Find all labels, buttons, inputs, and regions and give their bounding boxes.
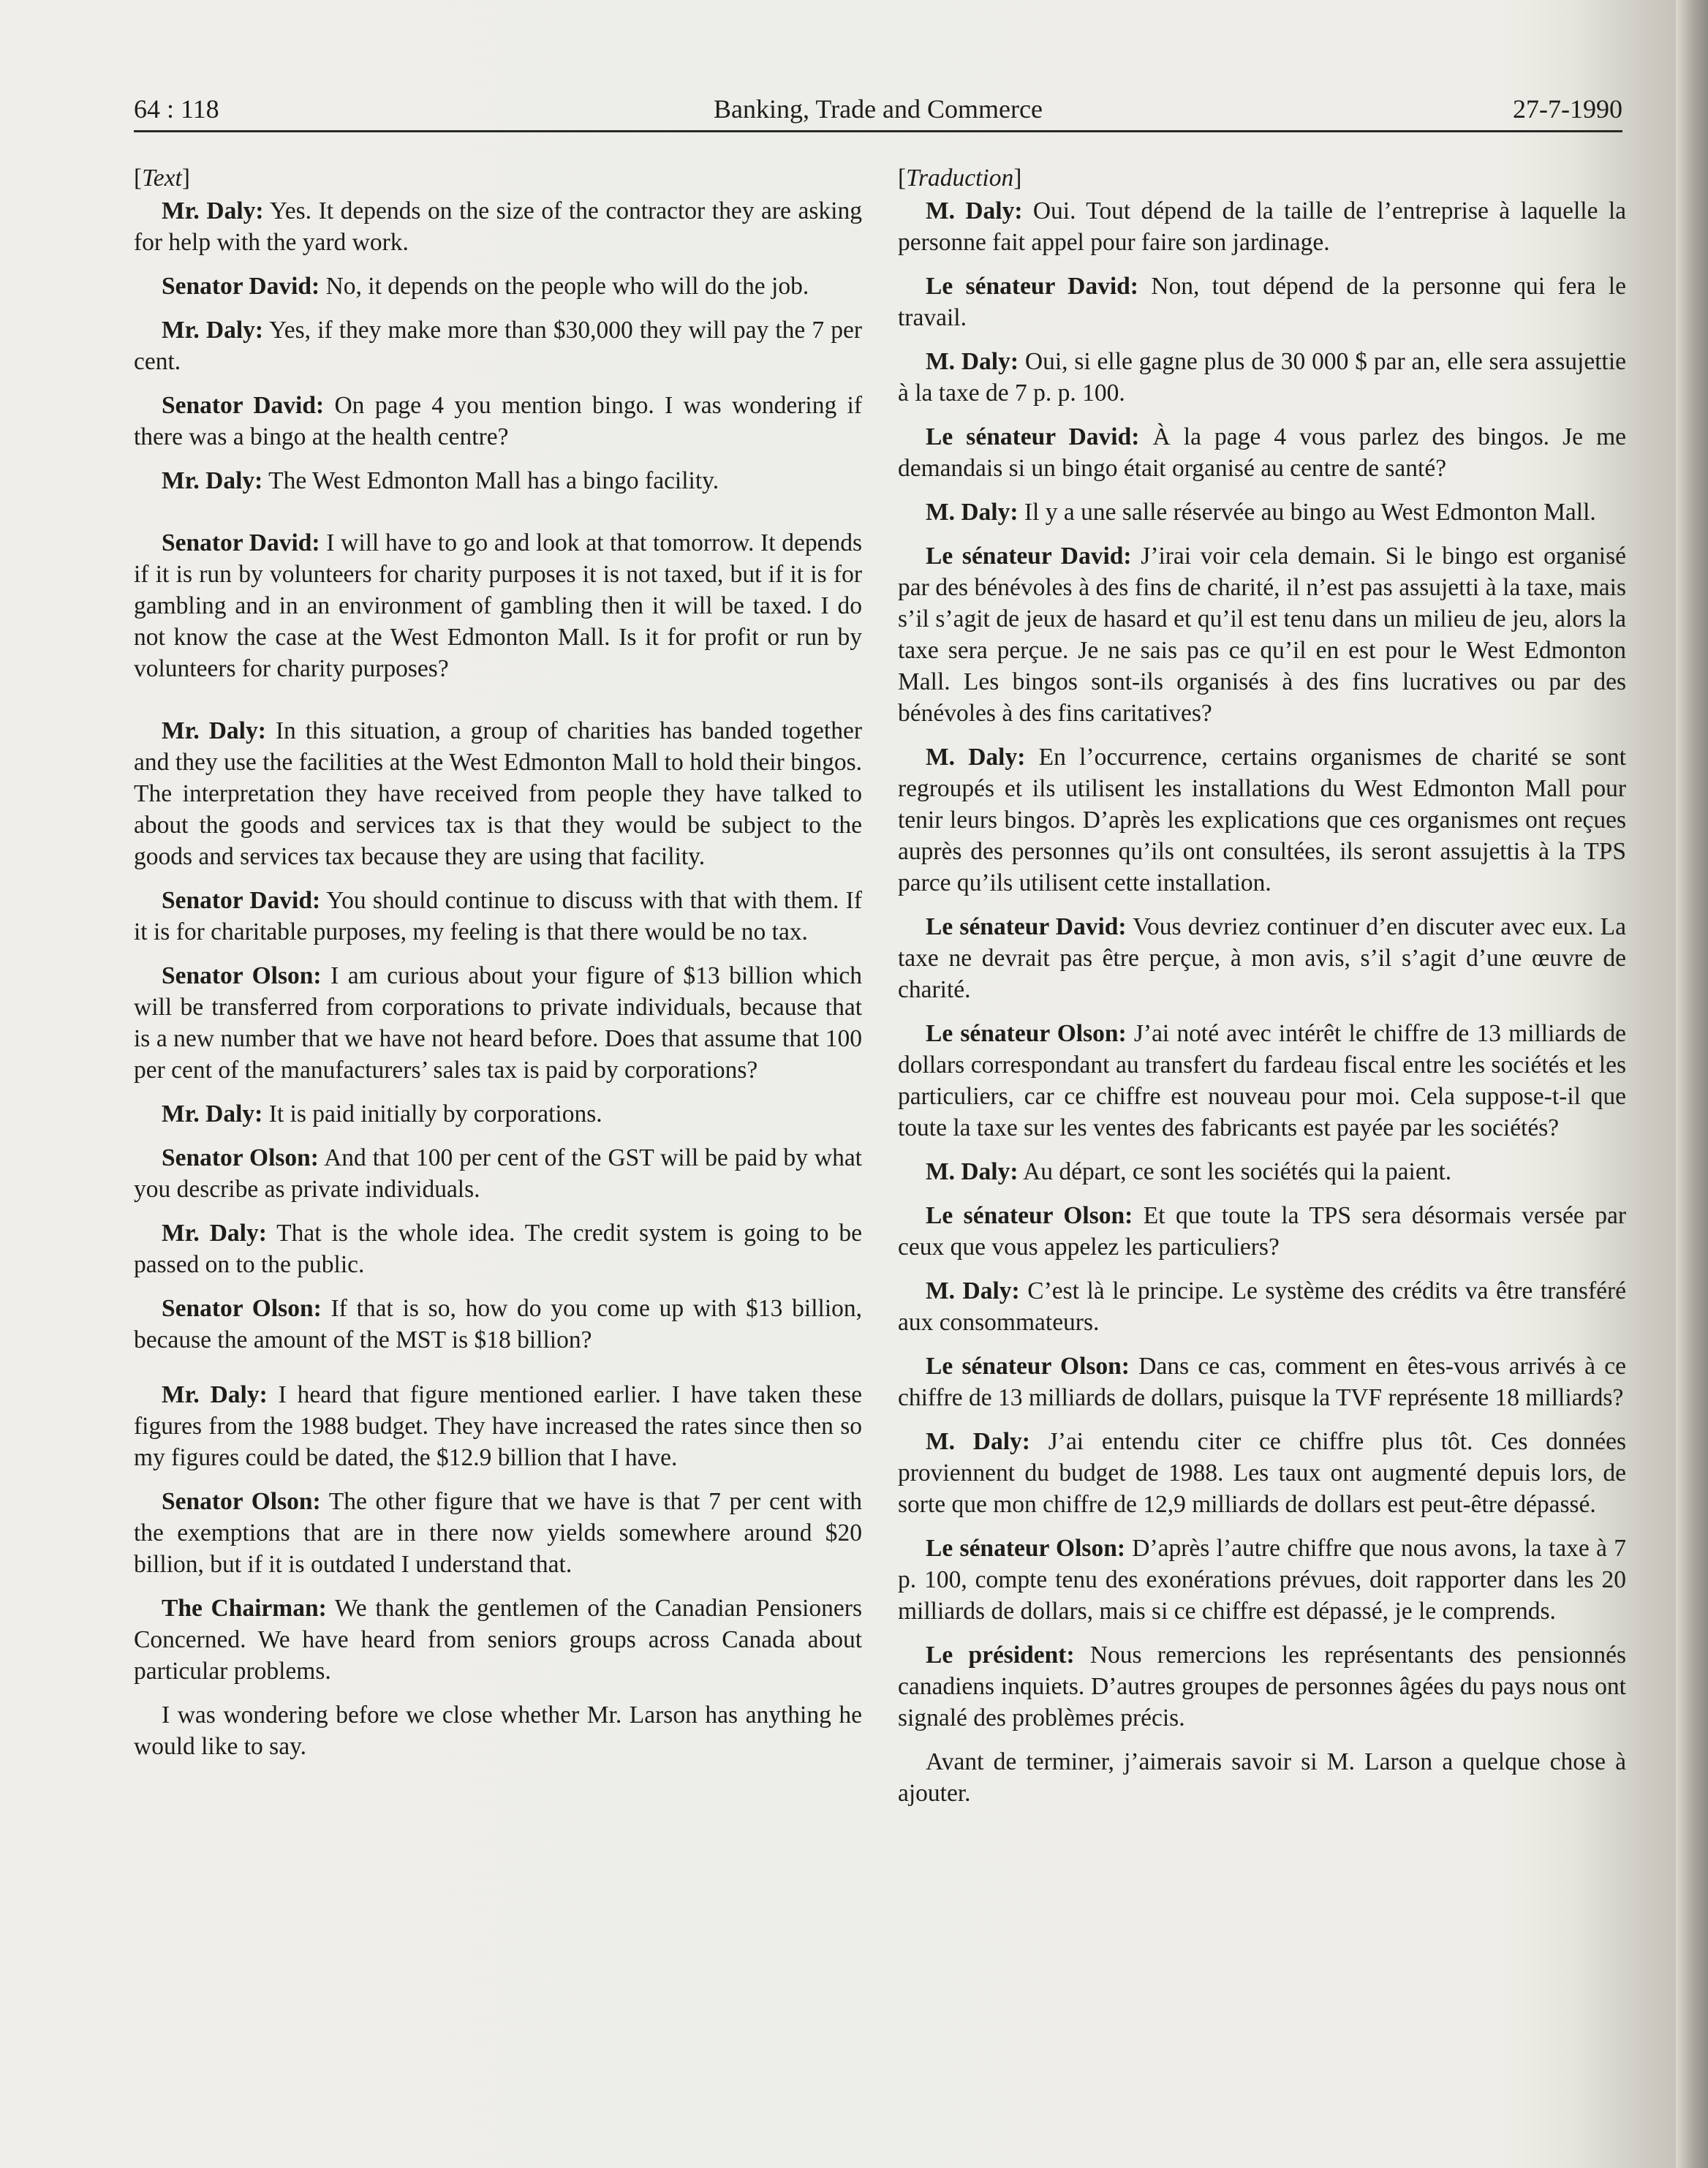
speaker-name: Senator David: <box>162 392 325 419</box>
french-column <box>898 162 1626 1821</box>
speech-text: Non, tout dépend de la personne qui fera le travail. <box>898 273 1626 331</box>
speaker-name: Senator Olson: <box>162 962 322 989</box>
page-header <box>134 91 1622 132</box>
speech-text: Oui, si elle gagne plus de 30 000 $ par an, elle sera assujettie à la taxe de 7 p. p. 100. <box>898 348 1627 407</box>
speaker-name: M. Daly: <box>926 744 1026 771</box>
speech-text: J’ai entendu citer ce chiffre plus tôt. Ces données proviennent du budget de 1988. Les taux ont augmenté depuis lors, de sorte que mon chiffre de 12,9 milliards de dollars est peut-être dépassé. <box>898 1428 1627 1518</box>
page-number: 64 : 118 <box>134 94 219 124</box>
transcript-paragraph <box>134 390 862 453</box>
speaker-name: Mr. Daly: <box>162 1220 267 1247</box>
transcript-paragraph <box>134 715 862 872</box>
speaker-name: Le sénateur David: <box>926 913 1127 940</box>
speech-text: Et que toute la TPS sera désormais versée par ceux que vous appelez les particuliers? <box>898 1202 1626 1261</box>
speaker-name: M. Daly: <box>926 197 1023 224</box>
transcript-paragraph <box>898 540 1626 729</box>
speech-text: No, it depends on the people who will do the job. <box>325 273 809 300</box>
speaker-name: Mr. Daly: <box>162 197 264 224</box>
speaker-name: Le sénateur Olson: <box>926 1535 1125 1562</box>
speaker-name: Senator Olson: <box>162 1295 322 1322</box>
transcript-paragraph <box>898 1156 1626 1187</box>
transcript-paragraph <box>134 195 862 258</box>
speech-text: D’après l’autre chiffre que nous avons, la taxe à 7 p. 100, compte tenu des exonérations prévues, doit rapporter dans les 20 milliards de dollars, mais si ce chiffre est dépassé, je le comprends. <box>898 1535 1626 1625</box>
speaker-name: Mr. Daly: <box>162 717 266 744</box>
transcript-paragraph <box>898 1426 1626 1520</box>
speech-text: Yes, if they make more than $30,000 they will pay the 7 per cent. <box>134 317 862 375</box>
speaker-name: Le sénateur Olson: <box>926 1202 1133 1229</box>
transcript-paragraph <box>134 1217 862 1280</box>
speaker-name: Senator David: <box>162 529 320 556</box>
transcript-paragraph <box>898 195 1626 258</box>
speech-text: The other figure that we have is that 7 per cent with the exemptions that are in there now yields somewhere around $20 billion, but if it is outdated I understand that. <box>134 1488 863 1578</box>
speech-text: I am curious about your figure of $13 billion which will be transferred from corporations to private individuals, because that is a new number that we have not heard before. Does that assume that 100 per cent of the manufacturers’ sales tax is paid by corporations? <box>134 962 863 1084</box>
transcript-paragraph <box>898 741 1626 899</box>
speaker-name: Le sénateur David: <box>926 273 1138 300</box>
speaker-name: M. Daly: <box>926 1428 1030 1455</box>
speech-text: It is paid initially by corporations. <box>268 1100 602 1128</box>
speech-text: J’irai voir cela demain. Si le bingo est organisé par des bénévoles à des fins de charité, il n’est pas assujetti à la taxe, mais s’il s’agit de jeux de hasard et qu’il est tenu dans un milieu de jeu, alors la taxe sera perçue. Je ne sais pas ce qu’il en est pour le West Edmonton Mall. Les bingos sont-ils organisés à des fins lucratives ou par des bénévoles à des fins caritatives? <box>898 543 1626 727</box>
speaker-name: Le sénateur David: <box>926 423 1140 450</box>
transcript-paragraph <box>134 960 862 1086</box>
transcript-paragraph <box>134 465 862 496</box>
speech-text: On page 4 you mention bingo. I was wondering if there was a bingo at the health centre? <box>134 392 862 450</box>
speaker-name: M. Daly: <box>926 499 1019 526</box>
speaker-name: Mr. Daly: <box>162 1381 268 1408</box>
speaker-name: M. Daly: <box>926 1158 1019 1185</box>
transcript-paragraph <box>134 271 862 302</box>
transcript-paragraph <box>134 1142 862 1205</box>
speaker-name: Le sénateur Olson: <box>926 1353 1130 1380</box>
speaker-name: Le président: <box>926 1642 1075 1669</box>
transcript-paragraph <box>898 1746 1626 1809</box>
section-tag: [Traduction] <box>898 165 1022 192</box>
speaker-name: Le sénateur David: <box>926 543 1132 570</box>
speech-text: That is the whole idea. The credit system is going to be passed on to the public. <box>134 1220 862 1278</box>
speech-text: En l’occurrence, certains organismes de charité se sont regroupés et ils utilisent les installations du West Edmonton Mall pour tenir leurs bingos. D’après les explications que ces organismes ont reçues auprès des personnes qu’ils ont consultées, ils seront assujettis à la TPS parce qu’ils utilisent cette installation. <box>898 744 1626 896</box>
speech-text: I was wondering before we close whether Mr. Larson has anything he would like to say. <box>134 1701 862 1760</box>
speaker-name: Mr. Daly: <box>162 317 264 344</box>
speech-text: Au départ, ce sont les sociétés qui la paient. <box>1023 1158 1452 1185</box>
transcript-paragraph <box>898 1351 1626 1413</box>
transcript-paragraph <box>898 1533 1626 1627</box>
page-binding-edge <box>1676 0 1708 2168</box>
transcript-paragraph <box>134 314 862 377</box>
section-tag: [Text] <box>134 165 190 192</box>
speech-text: I will have to go and look at that tomorrow. It depends if it is run by volunteers for charity purposes it is not taxed, but if it is for gambling and in an environment of gambling then it will be taxed. I do not know the case at the West Edmonton Mall. Is it for profit or run by volunteers for charity purposes? <box>134 529 862 682</box>
speech-text: Vous devriez continuer d’en discuter avec eux. La taxe ne devrait pas être perçue, à mon avis, s’il s’agit d’une œuvre de charité. <box>898 913 1626 1003</box>
transcript-paragraph <box>134 527 862 684</box>
transcript-paragraph <box>898 1018 1626 1144</box>
transcript-paragraph <box>898 1200 1626 1263</box>
transcript-paragraph <box>898 271 1626 333</box>
header-date: 27-7-1990 <box>1513 94 1622 124</box>
english-column <box>134 162 862 1775</box>
speech-text: Avant de terminer, j’aimerais savoir si M. Larson a quelque chose à ajouter. <box>898 1748 1626 1807</box>
speaker-name: The Chairman: <box>162 1595 327 1622</box>
transcript-paragraph <box>898 496 1626 528</box>
speaker-name: M. Daly: <box>926 348 1019 375</box>
committee-title: Banking, Trade and Commerce <box>714 94 1043 124</box>
speaker-name: Mr. Daly: <box>162 467 263 494</box>
speech-text: Yes. It depends on the size of the contractor they are asking for help with the yard work. <box>134 197 862 256</box>
speaker-name: Senator David: <box>162 887 321 914</box>
transcript-paragraph <box>898 911 1626 1005</box>
speech-text: Oui. Tout dépend de la taille de l’entreprise à laquelle la personne fait appel pour faire son jardinage. <box>898 197 1627 256</box>
transcript-paragraph <box>134 1293 862 1356</box>
speech-text: In this situation, a group of charities has banded together and they use the facilities at the West Edmonton Mall to hold their bingos. The interpretation they have received from people they have talked to about the goods and services tax is that they would be subject to the goods and services tax because they are using that facility. <box>134 717 863 870</box>
transcript-paragraph <box>898 1275 1626 1338</box>
speech-text: À la page 4 vous parlez des bingos. Je me demandais si un bingo était organisé au centre de santé? <box>898 423 1627 482</box>
transcript-paragraph <box>134 1379 862 1473</box>
transcript-paragraph <box>134 1593 862 1687</box>
transcript-paragraph <box>898 421 1626 484</box>
speaker-name: Senator David: <box>162 273 320 300</box>
speech-text: You should continue to discuss with that with them. If it is for charitable purposes, my feeling is that there would be no tax. <box>134 887 862 945</box>
speech-text: I heard that figure mentioned earlier. I have taken these figures from the 1988 budget. They have increased the rates since then so my figures could be dated, the $12.9 billion that I have. <box>134 1381 862 1471</box>
speech-text: Il y a une salle réservée au bingo au West Edmonton Mall. <box>1024 499 1596 526</box>
speaker-name: Senator Olson: <box>162 1144 319 1171</box>
transcript-paragraph <box>134 1486 862 1580</box>
speaker-name: M. Daly: <box>926 1277 1020 1304</box>
transcript-paragraph <box>898 346 1626 409</box>
transcript-paragraph <box>134 1098 862 1130</box>
speaker-name: Le sénateur Olson: <box>926 1020 1127 1047</box>
speech-text: C’est là le principe. Le système des crédits va être transféré aux consommateurs. <box>898 1277 1626 1336</box>
speech-text: We thank the gentlemen of the Canadian Pensioners Concerned. We have heard from seniors groups across Canada about particular problems. <box>134 1595 862 1685</box>
transcript-paragraph <box>898 1639 1626 1734</box>
speech-text: And that 100 per cent of the GST will be paid by what you describe as private individuals. <box>134 1144 862 1203</box>
speech-text: If that is so, how do you come up with $13 billion, because the amount of the MST is $18 billion? <box>134 1295 863 1353</box>
transcript-paragraph <box>134 885 862 948</box>
speaker-name: Senator Olson: <box>162 1488 321 1515</box>
transcript-paragraph <box>134 1699 862 1762</box>
speaker-name: Mr. Daly: <box>162 1100 263 1128</box>
speech-text: Dans ce cas, comment en êtes-vous arrivés à ce chiffre de 13 milliards de dollars, puisque la TVF représente 18 milliards? <box>898 1353 1627 1411</box>
speech-text: J’ai noté avec intérêt le chiffre de 13 milliards de dollars correspondant au transfert du fardeau fiscal entre les sociétés et les particuliers, car ce chiffre est nouveau pour moi. Cela suppose-t-il que toute la taxe sur les ventes des fabricants est payée par les sociétés? <box>898 1020 1627 1141</box>
speech-text: The West Edmonton Mall has a bingo facility. <box>268 467 719 494</box>
speech-text: Nous remercions les représentants des pensionnés canadiens inquiets. D’autres groupes de personnes âgées du pays nous ont signalé des problèmes précis. <box>898 1642 1627 1731</box>
